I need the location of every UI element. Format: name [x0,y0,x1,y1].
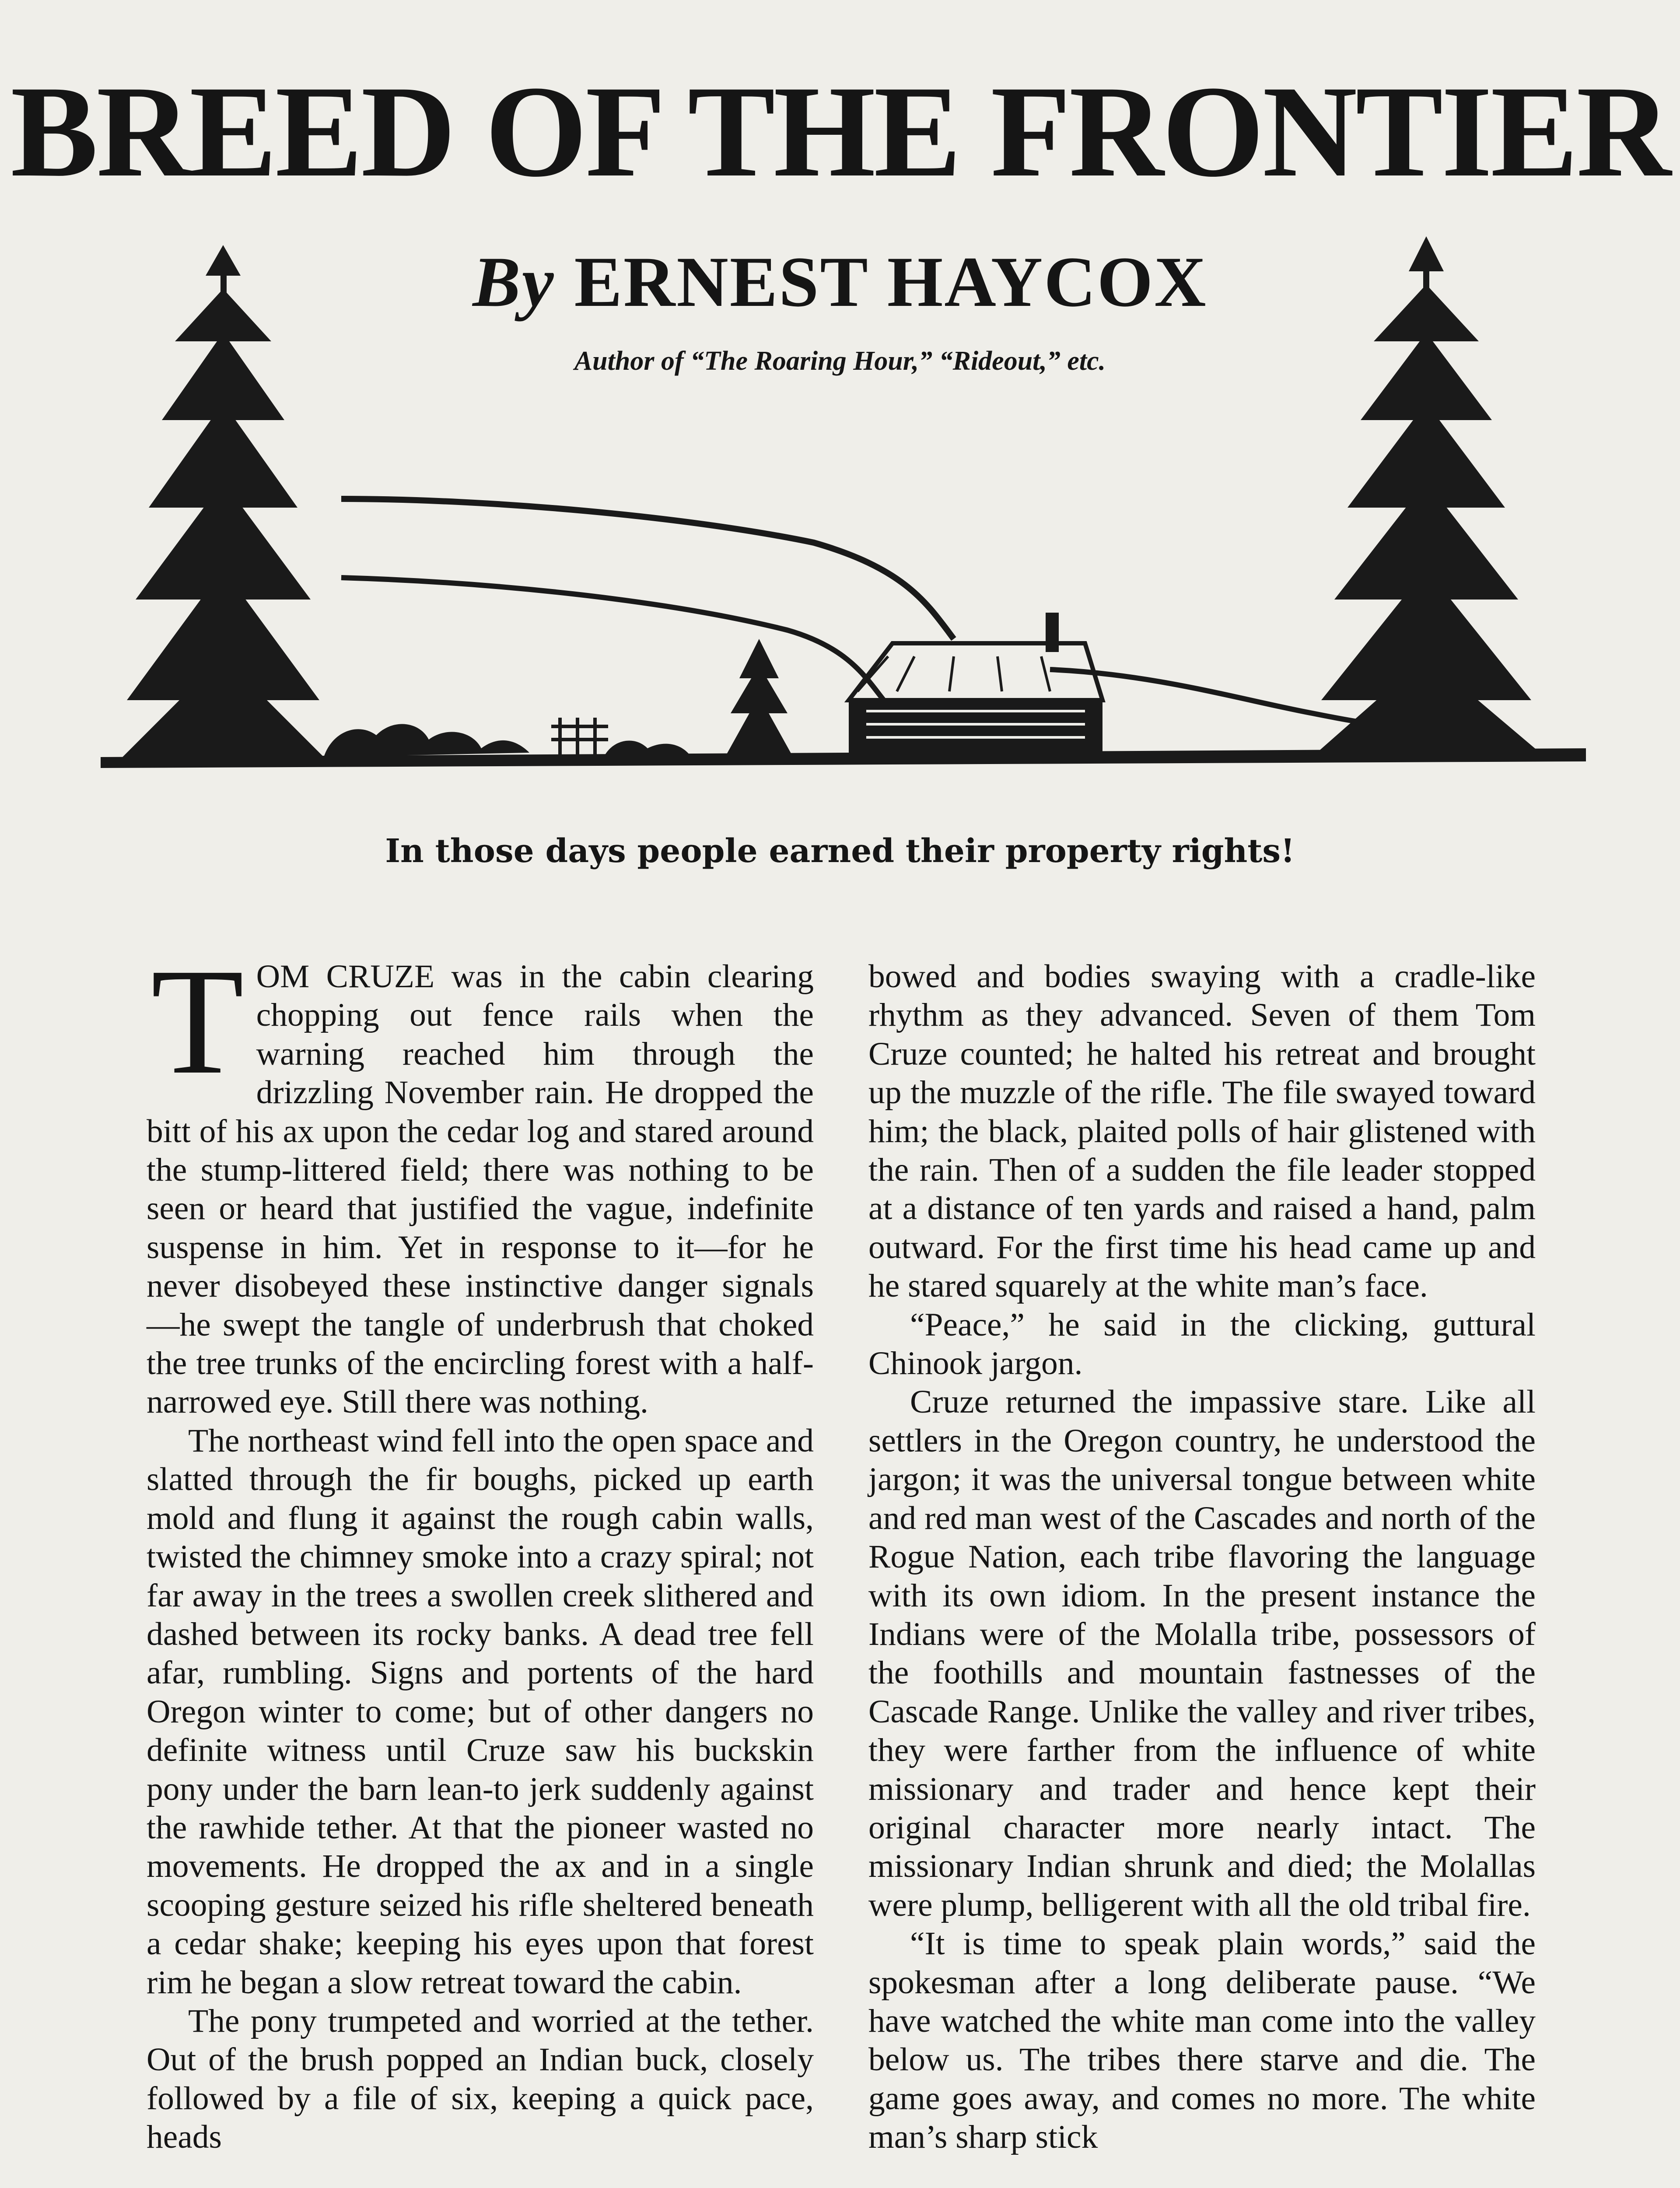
drop-cap: T [151,937,244,1106]
paragraph: “It is time to speak plain words,” said the spokesman after a long deliberate pause. “We have watched the white man come into the valley below us. The tribes there starve and die. The game goes away, and comes no more. The white man’s sharp stick [868,1925,1536,2156]
small-fir-tree-icon [726,639,792,755]
story-title: BREED OF THE FRONTIER [10,59,1670,204]
log-cabin-icon [849,613,1102,757]
paragraph-text: OM CRUZE was in the cabin clearing chopping out fence rails when the warning reached him through the drizzling November rain. He dropped the bitt of his ax upon the cedar log and stared around the stump-littered field; there was nothing to be seen or heard that justified the vague, indefinite suspense in him. Yet in response to it—for he never disobeyed these instinctive danger signals—he swept the tangle of underbrush that choked the tree trunks of the encircling forest with a half-narrowed eye. Still there was nothing. [147,958,814,1420]
paragraph: The northeast wind fell into the open space and slatted through the fir boughs, picked up earth mold and flung it against the rough cabin walls, twisted the chimney smoke into a crazy spiral; not far away in the trees a swollen creek slithered and dashed between its rocky banks. A dead tree fell afar, rumbling. Signs and portents of the hard Oregon winter to come; but of other dangers no definite witness until Cruze saw his buckskin pony under the barn lean-to jerk suddenly against the rawhide tether. At that the pioneer wasted no movements. He dropped the ax and in a single scooping gesture seized his rifle sheltered beneath a cedar shake; keeping his eyes upon that forest rim he began a slow retreat toward the cabin. [147,1422,814,2001]
paragraph: “Peace,” he said in the clicking, guttural Chinook jargon. [868,1306,1536,1382]
byline-prefix: By [472,242,555,322]
paragraph: The pony trumpeted and worried at the tether. Out of the brush popped an Indian buck, closely followed by a file of six, keeping a quick pace, heads [147,2002,814,2156]
left-text-column [147,937,814,2157]
byline [0,242,1680,322]
hill-outline-upper [341,499,954,639]
author-name: ERNEST HAYCOX [574,242,1208,322]
story-tagline: In those days people earned their property rights! [385,832,1295,870]
hill-outline-lower [341,578,884,700]
paragraph: Cruze returned the impassive stare. Like all settlers in the Oregon country, he understood the jargon; it was the universal tongue between white and red man west of the Cascades and north of the Rogue Nation, each tribe flavoring the language with its own idiom. In the present instance the Indians were of the Molalla tribe, possessors of the foothills and mountain fastnesses of the Cascade Range. Unlike the valley and river tribes, they were farther from the influence of white missionary and trader and hence kept their original character more nearly intact. The missionary Indian shrunk and died; the Molallas were plump, belligerent with all the old tribal fire. [868,1384,1536,1923]
left-fir-tree-icon [122,245,324,757]
author-credits: Author of “The Roaring Hour,” “Rideout,” etc. [574,346,1106,376]
paragraph [147,937,814,1422]
paragraph: bowed and bodies swaying with a cradle-like rhythm as they advanced. Seven of them Tom Cruze counted; he halted his retreat and brought up the muzzle of the rifle. The file swayed toward him; the black, plaited polls of hair glistened with the rain. Then of a sudden the file leader stopped at a distance of ten yards and raised a hand, palm outward. For the first time his head came up and he stared squarely at the white man’s face. [868,958,1536,1304]
undergrowth [324,724,691,757]
right-text-column [868,957,1536,2157]
rail-fence-icon [551,718,608,757]
